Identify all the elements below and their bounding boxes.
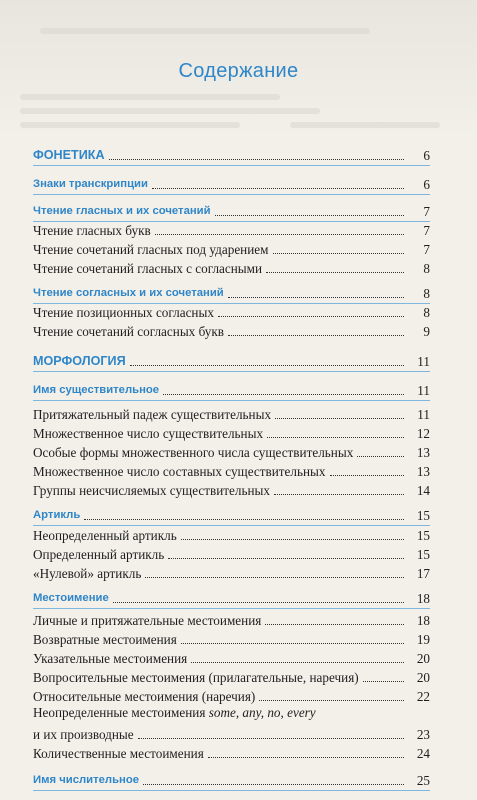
toc-entry: [33, 378, 430, 398]
toc-page-number: 14: [416, 483, 430, 498]
dot-leader: [181, 643, 404, 644]
toc-entry-title: Количественные местоимения: [33, 746, 204, 761]
toc-entry: [33, 768, 430, 788]
toc-page-number: 6: [423, 177, 430, 192]
dot-leader: [163, 394, 404, 395]
dot-leader: [191, 662, 404, 663]
toc-entry: [33, 281, 430, 301]
toc-entry: [33, 561, 430, 581]
toc-page-number: 20: [416, 670, 430, 685]
toc-entry: [33, 300, 430, 320]
toc-entry: [33, 440, 430, 460]
toc-entry-title: Определенный артикль: [33, 547, 165, 562]
section-underline: [33, 790, 430, 791]
toc-entry-title: Группы неисчисляемых существительных: [33, 483, 271, 498]
toc-entry-title: ФОНЕТИКА: [33, 148, 105, 162]
dot-leader: [145, 577, 404, 578]
toc-page-number: 22: [416, 689, 430, 704]
toc-page-number: 24: [416, 746, 430, 761]
toc-entry: [33, 319, 430, 339]
toc-entry: [33, 608, 430, 628]
toc-page-number: 8: [423, 261, 430, 276]
dot-leader: [357, 456, 404, 457]
toc-page-number: 7: [423, 242, 430, 257]
section-underline: [33, 400, 430, 401]
toc-entry: [33, 172, 430, 192]
dot-leader: [266, 272, 404, 273]
dot-leader: [138, 738, 404, 739]
toc-entry: [33, 349, 430, 369]
toc-entry: [33, 646, 430, 666]
dot-leader: [259, 700, 404, 701]
toc-entry: [33, 702, 430, 720]
toc-entry: [33, 218, 430, 238]
toc-page-number: 9: [423, 324, 430, 339]
dot-leader: [228, 335, 404, 336]
dot-leader: [143, 784, 404, 785]
toc-entry: [33, 478, 430, 498]
toc-entry: [33, 741, 430, 761]
toc-entry-title: Личные и притяжательные местоимения: [33, 613, 262, 628]
section-underline: [33, 194, 430, 195]
toc-entry-title: Относительные местоимения (наречия): [33, 689, 256, 704]
toc-entry: [33, 256, 430, 276]
toc-page-number: 12: [416, 426, 430, 441]
toc-page-number: 15: [416, 508, 430, 523]
toc-entry-title: Чтение сочетаний гласных с согласными: [33, 261, 263, 276]
toc-entry-title: Чтение гласных букв: [33, 223, 151, 238]
toc-page-number: 18: [416, 591, 430, 606]
dot-leader: [228, 297, 404, 298]
toc-entry: [33, 503, 430, 523]
toc-page-number: 17: [416, 566, 430, 581]
dot-leader: [181, 539, 404, 540]
toc-page-number: 7: [423, 204, 430, 219]
toc-entry-title: МОРФОЛОГИЯ: [33, 354, 126, 368]
toc-entry-title: Неопределенный артикль: [33, 528, 177, 543]
toc-entry: [33, 627, 430, 647]
dot-leader: [274, 494, 404, 495]
toc-entry-title: Множественное число составных существительных: [33, 464, 326, 479]
toc-page-number: 15: [416, 528, 430, 543]
toc-entry-title: Местоимение: [33, 592, 109, 604]
toc-entry-title: и их производные: [33, 727, 134, 742]
toc-entry: [33, 199, 430, 219]
toc-page-number: 23: [416, 727, 430, 742]
toc-entry-title: Знаки транскрипции: [33, 178, 148, 190]
toc-page-number: 8: [423, 286, 430, 301]
dot-leader: [152, 188, 404, 189]
toc-page-number: 6: [423, 148, 430, 163]
toc-page-number: 7: [423, 223, 430, 238]
toc-entry: [33, 237, 430, 257]
toc-page-number: 18: [416, 613, 430, 628]
toc-entry-title: Чтение согласных и их сочетаний: [33, 287, 224, 299]
toc-entry-title: Чтение сочетаний согласных букв: [33, 324, 225, 339]
toc-entry: [33, 459, 430, 479]
toc-entry-title: Указательные местоимения: [33, 651, 188, 666]
dot-leader: [363, 681, 404, 682]
dot-leader: [275, 418, 404, 419]
toc-page-number: 19: [416, 632, 430, 647]
toc-entry: [33, 143, 430, 163]
dot-leader: [208, 757, 404, 758]
toc-page-number: 8: [423, 305, 430, 320]
toc-page-number: 25: [416, 773, 430, 788]
page-title: Содержание: [178, 60, 299, 82]
toc-entry: [33, 542, 430, 562]
toc-page-number: 13: [416, 464, 430, 479]
toc-entry-title: Имя числительное: [33, 774, 140, 786]
toc-entry: [33, 402, 430, 422]
toc-entry-title: Возвратные местоимения: [33, 632, 177, 647]
toc-page-number: 15: [416, 547, 430, 562]
dot-leader: [273, 253, 405, 254]
dot-leader: [113, 602, 404, 603]
toc-entry-title: Множественное число существительных: [33, 426, 264, 441]
dot-leader: [265, 624, 404, 625]
dot-leader: [84, 519, 404, 520]
dot-leader: [267, 437, 404, 438]
dot-leader: [330, 475, 405, 476]
toc-entry: [33, 421, 430, 441]
toc-entry-title: «Нулевой» артикль: [33, 566, 142, 581]
toc-page-number: 20: [416, 651, 430, 666]
toc-entry: [33, 684, 430, 704]
toc-entry: [33, 523, 430, 543]
toc-page-number: 13: [416, 445, 430, 460]
section-underline: [33, 371, 430, 372]
toc-entry-title: Особые формы множественного числа существительных: [33, 445, 354, 460]
toc-page-number: 11: [417, 354, 430, 369]
toc-entry-title: Вопросительные местоимения (прилагательные, наречия): [33, 670, 359, 685]
toc-entry: [33, 665, 430, 685]
toc-entry: [33, 722, 430, 742]
toc-entry-title: Притяжательный падеж существительных: [33, 407, 272, 422]
toc-entry-title: Чтение позиционных согласных: [33, 305, 214, 320]
toc-page-number: 11: [417, 383, 430, 398]
toc-entry-title: Имя существительное: [33, 384, 160, 396]
toc-entry-title: Артикль: [33, 509, 81, 521]
toc-entry-title: Чтение гласных и их сочетаний: [33, 205, 211, 217]
toc-page-number: 11: [417, 407, 430, 422]
dot-leader: [155, 234, 404, 235]
toc-entry-title: Неопределенные местоимения some, any, no, every: [33, 705, 316, 720]
toc-entry: [33, 586, 430, 606]
dot-leader: [109, 159, 404, 160]
section-underline: [33, 165, 430, 166]
toc-entry-title: Чтение сочетаний гласных под ударением: [33, 242, 269, 257]
dot-leader: [218, 316, 404, 317]
dot-leader: [130, 365, 404, 366]
dot-leader: [168, 558, 404, 559]
dot-leader: [215, 215, 404, 216]
